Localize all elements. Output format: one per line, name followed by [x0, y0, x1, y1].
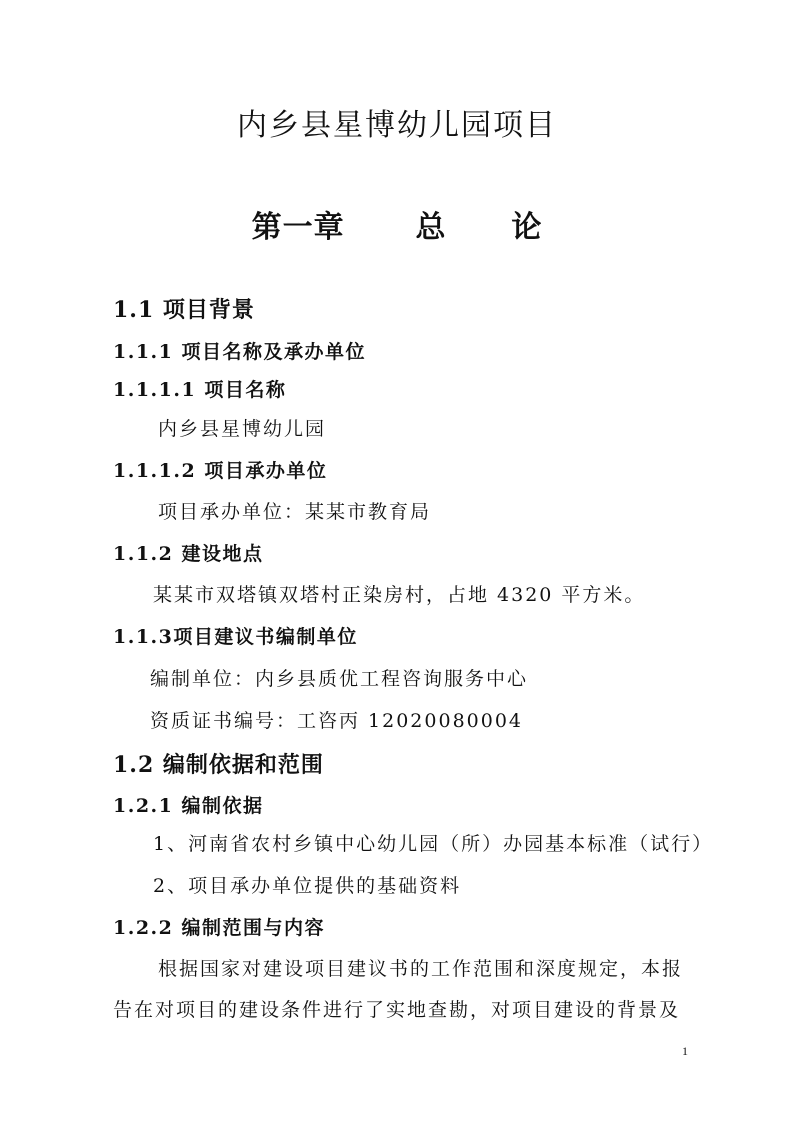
section-heading-1-1-2: 1.1.2 建设地点	[113, 543, 264, 565]
chapter-word-2: 论	[511, 210, 543, 245]
paragraph-cert: 资质证书编号：工咨丙 12020080004	[150, 710, 524, 732]
chapter-word-1: 总	[415, 210, 447, 245]
section-heading-1-1-1-1: 1.1.1.1 项目名称	[113, 379, 287, 401]
section-heading-1-1-3: 1.1.3项目建议书编制单位	[113, 626, 358, 648]
section-heading-1-1-1-2: 1.1.1.2 项目承办单位	[113, 460, 328, 482]
section-heading-1-2: 1.2 编制依据和范围	[113, 752, 324, 778]
chapter-label: 第一章	[251, 210, 345, 245]
section-heading-1-2-2: 1.2.2 编制范围与内容	[113, 917, 326, 939]
paragraph-basis-2: 2、项目承办单位提供的基础资料	[153, 875, 462, 897]
paragraph-scope-line-2: 告在对项目的建设条件进行了实地查勘，对项目建设的背景及	[113, 999, 681, 1021]
paragraph-project-name: 内乡县星博幼儿园	[158, 418, 327, 440]
paragraph-org: 编制单位：内乡县质优工程咨询服务中心	[150, 668, 529, 690]
paragraph-project-unit: 项目承办单位：某某市教育局	[158, 501, 432, 523]
section-heading-1-2-1: 1.2.1 编制依据	[113, 795, 264, 817]
section-heading-1-1-1: 1.1.1 项目名称及承办单位	[113, 341, 367, 363]
section-heading-1-1: 1.1 项目背景	[113, 297, 255, 323]
paragraph-site: 某某市双塔镇双塔村正染房村，占地 4320 平方米。	[153, 584, 646, 606]
chapter-heading	[0, 202, 794, 246]
paragraph-scope-line-1: 根据国家对建设项目建议书的工作范围和深度规定，本报	[158, 958, 684, 980]
paragraph-basis-1: 1、河南省农村乡镇中心幼儿园（所）办园基本标准（试行）	[153, 833, 714, 855]
page-number: 1	[682, 1044, 688, 1058]
document-title: 内乡县星博幼儿园项目	[237, 108, 557, 143]
